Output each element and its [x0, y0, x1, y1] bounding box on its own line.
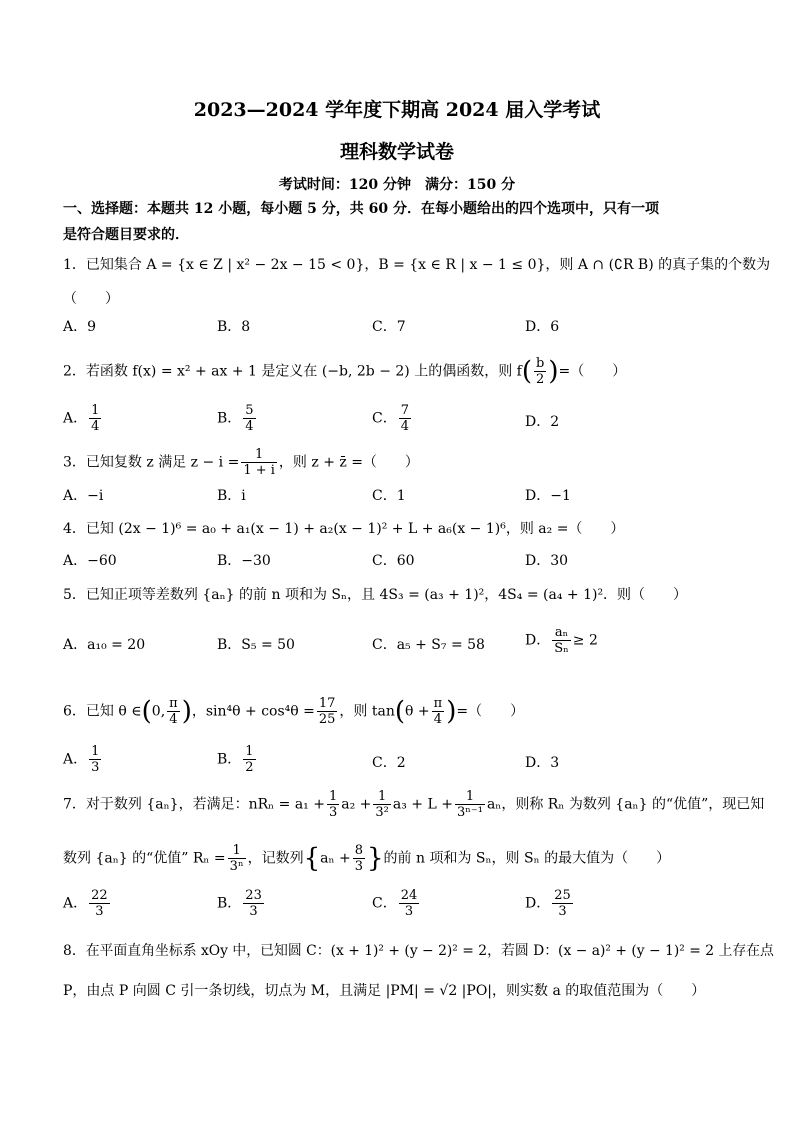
paper-subtitle: 理科数学试卷: [339, 141, 454, 163]
q6-option-b: B． $\frac{1}{2}$: [217, 744, 254, 775]
q4-number: 4．: [63, 521, 86, 537]
q4-option-d: D．30: [525, 553, 569, 569]
q3-option-b: B．i: [217, 488, 246, 504]
q1-option-a: A．9: [63, 319, 97, 335]
q7-number: 7．: [63, 796, 86, 813]
exam-info: 考试时间：120 分钟 满分：150 分: [278, 177, 516, 193]
q1-option-c: C．7: [372, 319, 406, 335]
q1-stem: [63, 256, 770, 274]
q1-option-d: D．6: [525, 319, 560, 335]
q3-option-c: C．1: [372, 488, 406, 504]
q1-number: 1．: [63, 257, 86, 273]
q8-stem-line2: P，由点 P 向圆 C 引一条切线，切点为 M，且满足 |PM| = √2 |PO|，则实数 a 的取值范围为（ ）: [63, 983, 706, 999]
q5-option-a: A．a₁₀ = 20: [63, 637, 146, 653]
q4-option-c: C．60: [372, 553, 415, 569]
q2-option-b: B． $\frac{5}{4}$: [217, 403, 254, 434]
q2-option-c: C． $\frac{7}{4}$: [372, 403, 409, 434]
q6-option-a: A． $\frac{1}{3}$: [63, 744, 100, 775]
q5-option-d: D． $\frac{\text{aₙ}}{\text{Sₙ}}$ ≥ 2: [525, 625, 598, 656]
q8-stem-line1: 8．在平面直角坐标系 xOy 中，已知圆 C：(x + 1)² + (y − 2)² = 2，若圆 D：(x − a)² + (y − 1)² = 2 上存在点: [63, 943, 774, 959]
q4-option-b: B．−30: [217, 553, 271, 569]
q6-option-c: C．2: [372, 755, 406, 771]
q8-number: 8．: [63, 943, 86, 959]
q7-stem-line2: 数列 {aₙ} 的“优值” Rₙ = $\frac{1}{\text{3ⁿ}}$ ，记数列{aₙ + $\frac{8}{3}$ }的前 n 项和为 Sₙ，则 Sₙ 的最大值为（ ）: [63, 843, 671, 874]
q1-option-b: B．8: [217, 319, 251, 335]
q6-option-d: D．3: [525, 755, 560, 771]
q5-stem: 5．已知正项等差数列 {aₙ} 的前 n 项和为 Sₙ，且 4S₃ = (a₃ + 1)²，4S₄ = (a₄ + 1)²．则（ ）: [63, 587, 688, 603]
q3-fraction: $\frac{1}{1 + i}$: [243, 447, 275, 478]
q7-stem-line1: 7．对于数列 {aₙ}，若满足：nRₙ = a₁ + $\frac{1}{3}$ a₂ + $\frac{1}{\text{3²}}$ a₃ + L + $\frac{1}{\text{3ⁿ⁻¹}}$ aₙ，则称 Rₙ 为数列 {aₙ} 的“优值”，现已知: [63, 789, 765, 820]
q3-stem: 3．已知复数 z 满足 z − i = $\frac{1}{1 + i}$ ，则 z + z̄ =（ ）: [63, 447, 419, 478]
q2-number: 2．: [63, 363, 86, 380]
q2-option-a: A． $\frac{1}{4}$: [63, 403, 100, 434]
q4-stem: 4．已知 (2x − 1)⁶ = a₀ + a₁(x − 1) + a₂(x − 1)² + L + a₆(x − 1)⁶，则 a₂ =（ ）: [63, 521, 625, 537]
q5-option-b: B．S₅ = 50: [217, 637, 295, 653]
exam-title: 2023—2024 学年度下期高 2024 届入学考试: [193, 99, 601, 121]
q3-option-d: D．−1: [525, 488, 571, 504]
q2-text-b: =（ ）: [558, 363, 627, 380]
q2-arg-fraction: $\frac{b}{2}$: [536, 356, 545, 387]
section-heading-line2: 是符合题目要求的．: [63, 227, 189, 243]
q7-option-d: D． $\frac{25}{3}$: [525, 888, 571, 919]
q2-stem: 2．若函数 f(x) = x² + ax + 1 是定义在 (−b, 2b − 2) 上的偶函数，则 f( $\frac{b}{2}$ )=（ ）: [63, 356, 627, 387]
q7-option-c: C． $\frac{24}{3}$: [372, 888, 418, 919]
q5-option-c: C．a₅ + S₇ = 58: [372, 637, 485, 653]
q1-text: 已知集合 A = {x ∈ Z | x² − 2x − 15 < 0}，B = {x ∈ R | x − 1 ≤ 0}，则 A ∩ (∁R B) 的真子集的个数为: [85, 257, 771, 273]
q7-option-a: A． $\frac{22}{3}$: [63, 888, 108, 919]
q2-option-d: D．2: [525, 414, 560, 430]
q4-option-a: A．−60: [63, 553, 117, 569]
q3-option-a: A．−i: [63, 488, 104, 504]
q7-option-b: B． $\frac{23}{3}$: [217, 888, 262, 919]
q1-blank: （ ）: [63, 291, 119, 307]
q2-text-a: 若函数 f(x) = x² + ax + 1 是定义在 (−b, 2b − 2) 上的偶函数，则 f: [85, 363, 522, 380]
q3-number: 3．: [63, 454, 86, 471]
q5-number: 5．: [63, 587, 86, 603]
q6-number: 6．: [63, 703, 86, 720]
q6-stem: 6．已知 θ ∈(0, $\frac{\pi}{4}$ )，sin⁴θ + cos⁴θ = $\frac{17}{25}$ ，则 tan(θ + $\frac{\pi}{4}$ )=（ ）: [63, 696, 525, 727]
section-heading-line1: 一、选择题：本题共 12 小题，每小题 5 分，共 60 分．在每小题给出的四个选项中，只有一项: [63, 201, 659, 217]
